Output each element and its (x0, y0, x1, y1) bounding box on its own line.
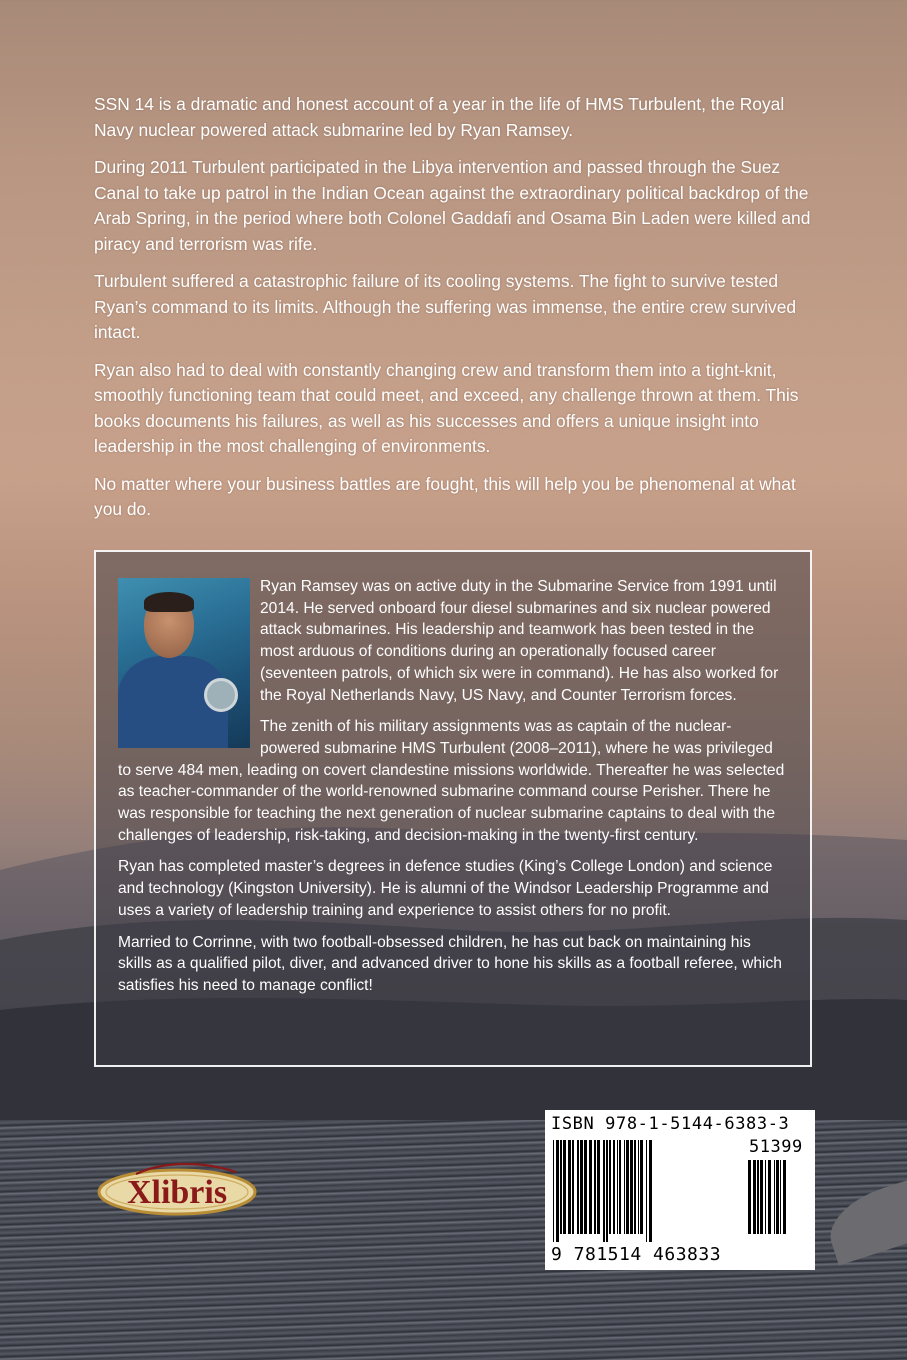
barcode-bar (624, 1140, 625, 1234)
blurb-paragraph: SSN 14 is a dramatic and honest account of a year in the life of HMS Turbulent, the Royal Navy nuclear powered attack submarine led by Ryan Ramsey. (94, 94, 785, 140)
publisher-name: Xlibris (126, 1174, 228, 1211)
barcode-bar (560, 1140, 562, 1234)
publisher-logo (96, 1162, 258, 1218)
blurb-paragraph: Ryan also had to deal with constantly changing crew and transform them into a tight-knit, smoothly functioning team that could meet, and exceed, any challenge thrown at them. This books documents his failures, as well as his successes and offers a unique insight into leadership in the most challenging of environments. (94, 359, 799, 456)
barcode-bar (646, 1140, 647, 1242)
barcode-bar (603, 1140, 605, 1242)
barcode-bar (619, 1140, 621, 1234)
blurb-paragraph: Turbulent suffered a catastrophic failure of its cooling systems. The fight to survive tested Ryan’s command to its limits. Although the suffering was immense, the entire crew survived intact. (94, 271, 797, 342)
barcode-bar (630, 1140, 633, 1234)
barcode-bar (780, 1160, 781, 1234)
barcode-bar (568, 1140, 571, 1234)
isbn-label: ISBN 978-1-5144-6383-3 (551, 1114, 790, 1134)
barcode-bar (597, 1140, 600, 1234)
author-photo (118, 578, 250, 748)
barcode-bar (765, 1160, 766, 1234)
barcode-bar (634, 1140, 636, 1234)
barcode-bar (556, 1140, 559, 1242)
barcode-bar (760, 1160, 763, 1234)
bio-paragraph: Ryan has completed master’s degrees in defence studies (King’s College London) and science and technology (Kingston University). He is alumni of the Windsor Leadership Programme and uses a variety of leadership training and experience to assist others for no profit. (118, 858, 773, 919)
barcode-bar (638, 1140, 639, 1234)
bio-paragraph: Ryan Ramsey was on active duty in the Submarine Service from 1991 until 2014. He served onboard four diesel submarines and six nuclear powered attack submarines. His leadership and teamwork has been tested in the most arduous of conditions during an operationally focused career (seventeen patrols, of which six were in command). He has also worked for the Royal Netherlands Navy, US Navy, and Counter Terrorism forces. (260, 578, 779, 704)
barcode-bar (753, 1160, 756, 1234)
barcode-bar (584, 1140, 587, 1234)
barcode-bar (774, 1160, 775, 1234)
barcode-bar (577, 1140, 579, 1234)
blurb-paragraph: No matter where your business battles are fought, this will help you be phenomenal at what you do. (94, 473, 796, 519)
barcode-bar (783, 1160, 786, 1234)
barcode-bar (553, 1140, 554, 1242)
back-cover-blurb (94, 92, 816, 535)
bio-paragraph: The zenith of his military assignments was as captain of the nuclear-powered submarine HMS Turbulent (2008–2011), where he was privileged to serve 484 men, leading on covert clandestine missions worldwide. Thereafter he was selected as teacher-commander of the world-renowned submarine command course Perisher. There he was responsible for teaching the next generation of nuclear submarine captains to deal with the challenges of leadership, risk-taking, and decision-making in the twenty-first century. (118, 718, 785, 844)
barcode-bar (640, 1140, 643, 1234)
barcode-bar (589, 1140, 592, 1234)
barcode-bar (649, 1140, 652, 1242)
barcode-bar (580, 1140, 583, 1234)
barcode-bar (613, 1140, 615, 1234)
barcode-bar (748, 1160, 751, 1234)
isbn-barcode (545, 1110, 815, 1270)
addon-bars (746, 1160, 808, 1242)
barcode-bar (617, 1140, 618, 1234)
ean-bars (551, 1140, 743, 1242)
barcode-bar (626, 1140, 629, 1234)
barcode-bar (594, 1140, 596, 1234)
barcode-bar (757, 1160, 759, 1234)
addon-number: 51399 (749, 1137, 803, 1157)
ean-number: 9 781514 463833 (551, 1244, 722, 1265)
barcode-bar (609, 1140, 611, 1234)
barcode-bar (776, 1160, 779, 1234)
barcode-bar (606, 1140, 608, 1242)
blurb-paragraph: During 2011 Turbulent participated in the Libya intervention and passed through the Suez Canal to take up patrol in the Indian Ocean against the extraordinary political backdrop of the Arab Spring, in the period where both Colonel Gaddafi and Osama Bin Laden were killed and piracy and terrorism was rife. (94, 157, 811, 254)
barcode-bar (572, 1140, 574, 1234)
barcode-bar (563, 1140, 566, 1234)
barcode-bar (768, 1160, 771, 1234)
bio-paragraph: Married to Corrinne, with two football-obsessed children, he has cut back on maintaining his skills as a qualified pilot, diver, and advanced driver to hone his skills as a football referee, which satisfies his need to manage conflict! (118, 933, 782, 994)
author-bio-box (94, 550, 812, 1067)
